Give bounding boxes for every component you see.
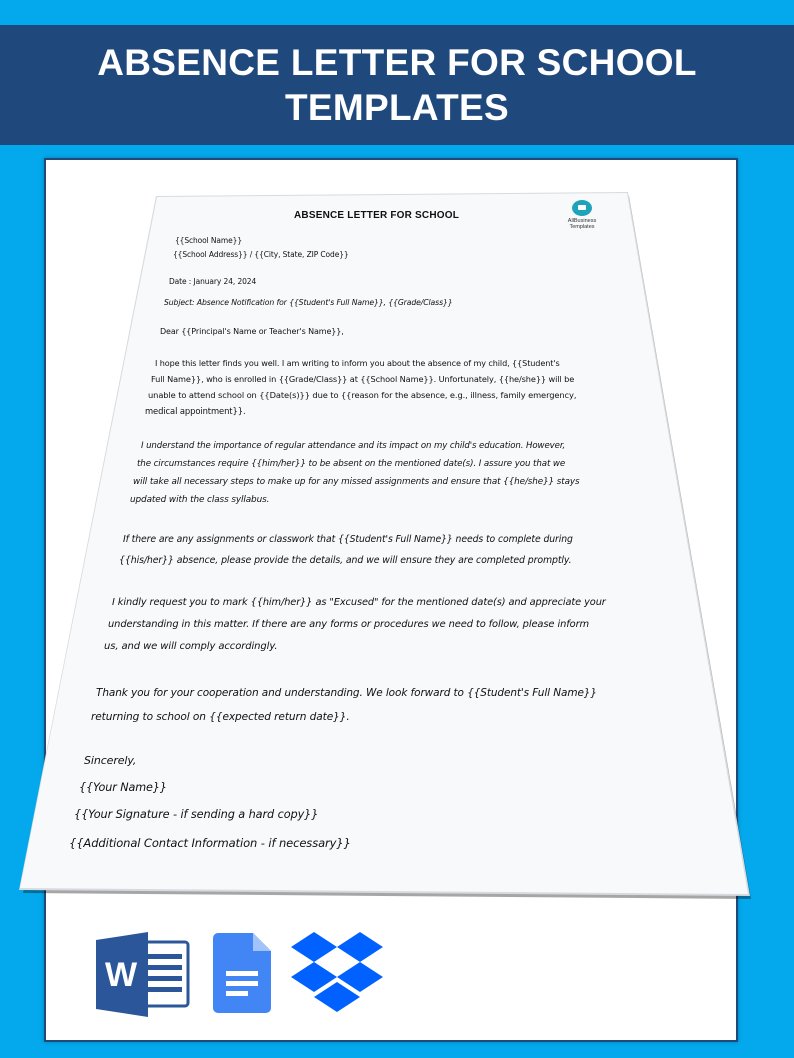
logo-line-2: Templates (569, 224, 595, 230)
letter-date: Date : January 24, 2024 (169, 277, 257, 286)
school-address: {{School Address}} / {{City, State, ZIP Code}} (173, 250, 349, 259)
logo-line-1: AllBusiness (567, 218, 597, 224)
signature-line: {{Your Signature - if sending a hard copy}} (74, 808, 319, 821)
contact-info: {{Additional Contact Information - if necessary}} (69, 836, 351, 850)
para4-line: I kindly request you to mark {{him/her}} as "Excused" for the mentioned date(s) and appreciate your (112, 597, 606, 608)
dropbox-icon[interactable] (290, 932, 384, 1017)
school-name: {{School Name}} (175, 236, 242, 245)
letter-salutation: Dear {{Principal's Name or Teacher's Name}}, (160, 327, 344, 336)
closing: Sincerely, (84, 754, 137, 767)
para3-line: {{his/her}} absence, please provide the details, and we will ensure they are completed promptly. (119, 555, 572, 566)
microsoft-word-icon[interactable] (96, 932, 190, 1017)
para2-line: I understand the importance of regular attendance and its impact on my child's education. However, (141, 441, 566, 451)
para2-line: updated with the class syllabus. (130, 495, 270, 505)
app-icons-row (96, 932, 396, 1017)
page-title: ABSENCE LETTER FOR SCHOOL TEMPLATES (97, 42, 697, 128)
para1-line: unable to attend school on {{Date(s)}} due to {{reason for the absence, e.g., illness, family emergency, (148, 390, 577, 400)
para2-line: the circumstances require {{him/her}} to be absent on the mentioned date(s). I assure you that we (137, 459, 566, 469)
allbusiness-logo (558, 200, 606, 230)
para5-line: returning to school on {{expected return date}}. (91, 711, 350, 723)
para1-line: medical appointment}}. (145, 406, 246, 416)
para4-line: understanding in this matter. If there are any forms or procedures we need to follow, please inform (108, 619, 590, 630)
your-name: {{Your Name}} (79, 781, 167, 794)
para4-line: us, and we will comply accordingly. (104, 641, 278, 652)
google-docs-icon[interactable] (213, 933, 271, 1013)
logo-icon (572, 200, 592, 216)
para1-line: Full Name}}, who is enrolled in {{Grade/Class}} at {{School Name}}. Unfortunately, {{he/she}} will be (151, 374, 575, 384)
para2-line: will take all necessary steps to make up for any missed assignments and ensure that {{he/she}} stays (133, 477, 580, 487)
para3-line: If there are any assignments or classwork that {{Student's Full Name}} needs to complete during (123, 534, 573, 545)
para1-line: I hope this letter finds you well. I am writing to inform you about the absence of my child, {{Student's (155, 358, 560, 368)
letter-title: ABSENCE LETTER FOR SCHOOL (294, 210, 460, 221)
word-letter: W (104, 956, 138, 994)
letter-subject: Subject: Absence Notification for {{Student's Full Name}}, {{Grade/Class}} (164, 298, 453, 307)
para5-line: Thank you for your cooperation and understanding. We look forward to {{Student's Full Name}} (96, 687, 597, 699)
